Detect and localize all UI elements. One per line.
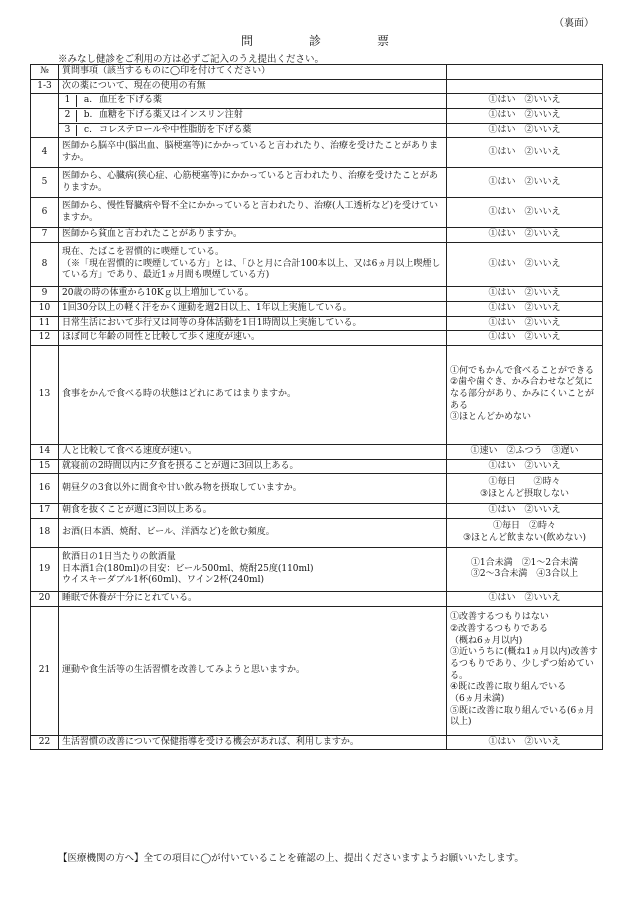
footer-note: 【医療機関の方へ】全ての項目に◯が付いていることを確認の上、提出くださいますようお願いいたします。 bbox=[58, 853, 524, 864]
question-cell bbox=[59, 94, 447, 109]
notice-text: ※みなし健診をご利用の方は必ずご記入のうえ提出ください。 bbox=[58, 54, 325, 65]
table-row bbox=[31, 345, 603, 444]
table-row bbox=[31, 331, 603, 346]
table-row bbox=[31, 243, 603, 287]
header-question: 質問事項（該当するものに◯印を付けてください） bbox=[59, 65, 447, 80]
row-no-blank bbox=[31, 94, 59, 109]
table-row bbox=[31, 591, 603, 606]
question-text: 20歳の時の体重から10Kｇ以上増加している。 bbox=[59, 287, 447, 302]
question-number: 22 bbox=[31, 735, 59, 750]
header-no: № bbox=[31, 65, 59, 80]
answer-options[interactable]: ①はい ②いいえ bbox=[447, 504, 603, 519]
table-row bbox=[31, 168, 603, 198]
table-row bbox=[31, 518, 603, 547]
table-row bbox=[31, 94, 603, 109]
question-number: 18 bbox=[31, 518, 59, 547]
sub-number: 1 bbox=[59, 95, 77, 107]
question-text: 睡眠で休養が十分にとれている。 bbox=[59, 591, 447, 606]
question-number: 13 bbox=[31, 345, 59, 444]
question-text: 運動や食生活等の生活習慣を改善してみようと思いますか。 bbox=[59, 606, 447, 735]
question-text: 飲酒日の1日当たりの飲酒量 日本酒1合(180ml)の目安：ビール500ml、焼酎25度(110ml) ウイスキーダブル1杯(60ml)、ワイン2杯(240ml) bbox=[59, 547, 447, 591]
question-text: 医師から、心臓病(狭心症、心筋梗塞等)にかかっていると言われたり、治療を受けたことがありますか。 bbox=[59, 168, 447, 198]
table-row bbox=[31, 459, 603, 474]
answer-options[interactable]: ①はい ②いいえ bbox=[447, 331, 603, 346]
header-answer bbox=[447, 65, 603, 80]
group-row bbox=[31, 79, 603, 94]
answer-options[interactable]: ①改善するつもりはない ②改善するつもりである （概ね6ヵ月以内) ③近いうちに(概ね1ヵ月以内)改善するつもりであり、少しずつ始めている。 ④既に改善に取り組んでいる （6ヵ月未満) ⑤既に改善に取り組んでいる(6ヵ月以上) bbox=[447, 606, 603, 735]
question-number: 12 bbox=[31, 331, 59, 346]
question-text: 食事をかんで食べる時の状態はどれにあてはまりますか。 bbox=[59, 345, 447, 444]
sub-letter: b. bbox=[83, 110, 93, 121]
question-text: お酒(日本酒、焼酎、ビール、洋酒など)を飲む頻度。 bbox=[59, 518, 447, 547]
question-number: 16 bbox=[31, 474, 59, 504]
answer-options[interactable]: ①はい ②いいえ bbox=[447, 316, 603, 331]
question-number: 7 bbox=[31, 228, 59, 243]
question-text: 就寝前の2時間以内に夕食を摂ることが週に3回以上ある。 bbox=[59, 459, 447, 474]
question-text: 生活習慣の改善について保健指導を受ける機会があれば、利用しますか。 bbox=[59, 735, 447, 750]
answer-options[interactable]: ①はい ②いいえ bbox=[447, 168, 603, 198]
answer-options[interactable]: ①毎日 ②時々 ③ほとんど摂取しない bbox=[447, 474, 603, 504]
answer-options[interactable]: ①何でもかんで食べることができる ②歯や歯ぐき、かみ合わせなど気になる部分があり、かみにくいことがある ③ほとんどかめない bbox=[447, 345, 603, 444]
sub-letter: a. bbox=[83, 95, 93, 106]
row-no-blank bbox=[31, 123, 59, 138]
question-text: ほぼ同じ年齢の同性と比較して歩く速度が速い。 bbox=[59, 331, 447, 346]
table-row bbox=[31, 504, 603, 519]
question-number: 15 bbox=[31, 459, 59, 474]
sub-text: コレステロールや中性脂肪を下げる薬 bbox=[99, 124, 252, 135]
table-row bbox=[31, 287, 603, 302]
answer-options[interactable]: ①はい ②いいえ bbox=[447, 94, 603, 109]
answer-options[interactable]: ①はい ②いいえ bbox=[447, 243, 603, 287]
question-text: 医師から脳卒中(脳出血、脳梗塞等)にかかっていると言われたり、治療を受けたことがありますか。 bbox=[59, 138, 447, 168]
question-text: 人と比較して食べる速度が速い。 bbox=[59, 444, 447, 459]
sub-letter: c. bbox=[84, 124, 92, 135]
answer-options[interactable]: ①毎日 ②時々 ③ほとんど飲まない(飲めない) bbox=[447, 518, 603, 547]
question-text: 現在、たばこを習慣的に喫煙している。 （※「現在習慣的に喫煙している方」とは、「ひと月に合計100本以上、又は6ヵ月以上喫煙している方」であり、最近1ヵ月間も喫煙している方) bbox=[59, 243, 447, 287]
question-cell bbox=[59, 109, 447, 124]
answer-options[interactable]: ①はい ②いいえ bbox=[447, 591, 603, 606]
answer-options[interactable]: ①はい ②いいえ bbox=[447, 459, 603, 474]
sub-item bbox=[59, 110, 446, 122]
question-number: 6 bbox=[31, 198, 59, 228]
form-title: 問 診 票 bbox=[240, 34, 411, 48]
question-number: 11 bbox=[31, 316, 59, 331]
table-row bbox=[31, 138, 603, 168]
table-row bbox=[31, 198, 603, 228]
question-text: 日常生活において歩行又は同等の身体活動を1日1時間以上実施している。 bbox=[59, 316, 447, 331]
row-no-blank bbox=[31, 109, 59, 124]
answer-options[interactable]: ①はい ②いいえ bbox=[447, 301, 603, 316]
group-answer bbox=[447, 79, 603, 94]
question-number: 8 bbox=[31, 243, 59, 287]
page-side-label: （裏面） bbox=[554, 18, 594, 29]
table-row bbox=[31, 606, 603, 735]
question-text: 1回30分以上の軽く汗をかく運動を週2日以上、1年以上実施している。 bbox=[59, 301, 447, 316]
table-row bbox=[31, 228, 603, 243]
answer-options[interactable]: ①はい ②いいえ bbox=[447, 123, 603, 138]
answer-options[interactable]: ①はい ②いいえ bbox=[447, 228, 603, 243]
group-no: 1‐3 bbox=[31, 79, 59, 94]
questionnaire-table bbox=[30, 64, 603, 750]
sub-item bbox=[59, 95, 446, 107]
answer-options[interactable]: ①はい ②いいえ bbox=[447, 109, 603, 124]
sub-number: 2 bbox=[59, 110, 77, 122]
table-row bbox=[31, 316, 603, 331]
question-number: 20 bbox=[31, 591, 59, 606]
table-row bbox=[31, 109, 603, 124]
question-text: 医師から、慢性腎臓病や腎不全にかかっていると言われたり、治療(人工透析など)を受けていますか。 bbox=[59, 198, 447, 228]
table-row bbox=[31, 301, 603, 316]
question-number: 4 bbox=[31, 138, 59, 168]
group-text: 次の薬について、現在の使用の有無 bbox=[59, 79, 447, 94]
header-row bbox=[31, 65, 603, 80]
sub-number: 3 bbox=[59, 125, 77, 137]
sub-item bbox=[59, 125, 446, 137]
answer-options[interactable]: ①はい ②いいえ bbox=[447, 735, 603, 750]
question-text: 医師から貧血と言われたことがありますか。 bbox=[59, 228, 447, 243]
table-row bbox=[31, 444, 603, 459]
question-text: 朝昼夕の3食以外に間食や甘い飲み物を摂取していますか。 bbox=[59, 474, 447, 504]
table-row bbox=[31, 123, 603, 138]
answer-options[interactable]: ①はい ②いいえ bbox=[447, 138, 603, 168]
question-number: 17 bbox=[31, 504, 59, 519]
question-number: 14 bbox=[31, 444, 59, 459]
question-number: 21 bbox=[31, 606, 59, 735]
answer-options[interactable]: ①1合未満 ②1～2合未満 ③2～3合未満 ④3合以上 bbox=[447, 547, 603, 591]
answer-options[interactable]: ①速い ②ふつう ③遅い bbox=[447, 444, 603, 459]
question-number: 10 bbox=[31, 301, 59, 316]
question-text: 朝食を抜くことが週に3回以上ある。 bbox=[59, 504, 447, 519]
question-cell bbox=[59, 123, 447, 138]
question-number: 19 bbox=[31, 547, 59, 591]
sub-text: 血圧を下げる薬 bbox=[99, 95, 163, 106]
question-number: 9 bbox=[31, 287, 59, 302]
answer-options[interactable]: ①はい ②いいえ bbox=[447, 198, 603, 228]
answer-options[interactable]: ①はい ②いいえ bbox=[447, 287, 603, 302]
table-row bbox=[31, 547, 603, 591]
table-row bbox=[31, 735, 603, 750]
question-number: 5 bbox=[31, 168, 59, 198]
sub-text: 血糖を下げる薬又はインスリン注射 bbox=[99, 110, 243, 121]
table-row bbox=[31, 474, 603, 504]
